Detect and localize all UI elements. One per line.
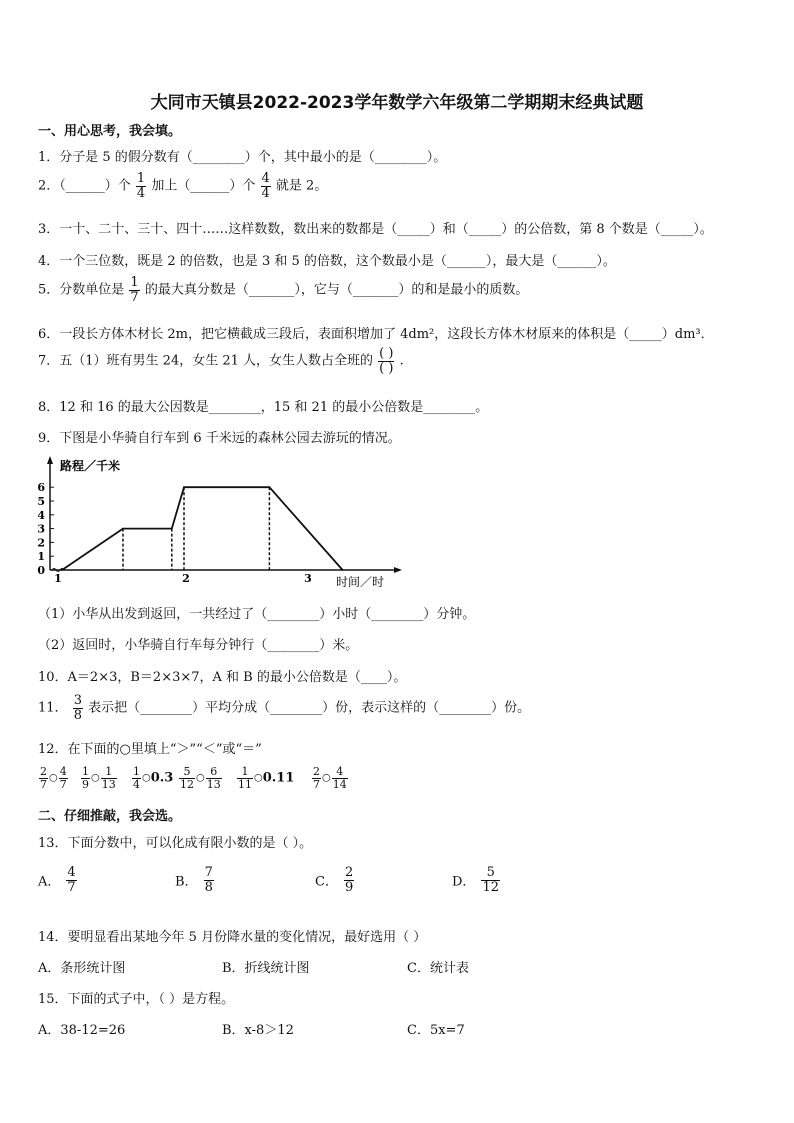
fraction — [81, 766, 90, 790]
fraction — [73, 694, 83, 722]
x-axis-arrow — [394, 567, 402, 573]
denominator: 13 — [101, 777, 116, 791]
numerator: 2 — [344, 865, 354, 880]
q11-text-2: 表示把（________）平均分成（________）份，表示这样的（________）份。 — [88, 700, 531, 716]
q15-option-a: A．38-12=26 — [38, 1023, 126, 1038]
fraction — [129, 276, 139, 304]
numerator: 2 — [313, 765, 320, 778]
page-title: 大同市天镇县2022-2023学年数学六年级第二学期期末经典试题 — [150, 93, 644, 113]
denominator: 7 — [59, 777, 67, 791]
fraction — [179, 766, 195, 790]
data-point — [171, 528, 173, 530]
q13-option[interactable] — [315, 866, 355, 894]
denominator: 8 — [73, 707, 82, 723]
question-9-1: （1）小华从出发到返回，一共经过了（________）小时（________）分钟。 — [38, 607, 476, 622]
numerator: 7 — [204, 865, 213, 880]
q2-text-1: 2．（______）个 — [38, 178, 131, 194]
comparison-item — [80, 766, 118, 790]
numerator: 3 — [73, 693, 82, 708]
numerator: 6 — [206, 766, 222, 779]
series-line — [62, 487, 343, 570]
q13-option[interactable] — [452, 866, 501, 894]
denominator: 4 — [261, 185, 270, 201]
data-point — [61, 569, 63, 571]
question-14: 14．要明显看出某地今年 5 月份降水量的变化情况，最好选用（ ） — [38, 930, 427, 945]
distance-time-chart — [30, 452, 410, 592]
y-tick-label: 6 — [37, 481, 45, 495]
fraction — [206, 766, 222, 790]
question-11 — [38, 694, 530, 722]
denominator: 7 — [40, 777, 47, 791]
numerator: ( ) — [379, 346, 394, 361]
question-5 — [38, 276, 528, 304]
question-12: 12．在下面的○里填上“＞”“＜”或“＝” — [38, 742, 262, 757]
question-8: 8．12 和 16 的最大公因数是________，15 和 21 的最小公倍数是________。 — [38, 400, 489, 415]
denominator: 14 — [332, 777, 347, 791]
question-2 — [38, 172, 327, 200]
numerator: 1 — [82, 765, 89, 778]
question-9: 9．下图是小华骑自行车到 6 千米远的森林公园去游玩的情况。 — [38, 431, 401, 446]
compare-circle[interactable]: ○ — [91, 772, 100, 784]
denominator: 13 — [206, 777, 221, 791]
option-label: B． — [175, 874, 198, 890]
fraction — [101, 766, 117, 790]
question-3: 3．一十、二十、三十、四十……这样数数，数出来的数都是（_____）和（_____）的公倍数，第 8 个数是（_____）。 — [38, 222, 713, 237]
numerator: 1 — [130, 275, 139, 290]
x-axis-label: 时间／时 — [336, 575, 385, 589]
denominator: 4 — [136, 185, 146, 201]
fraction — [132, 766, 141, 790]
data-point — [342, 569, 344, 571]
y-axis-label: 路程／千米 — [60, 459, 121, 473]
fraction — [237, 766, 253, 790]
fraction — [332, 766, 348, 790]
x-tick-label: 1 — [54, 572, 62, 585]
denominator: 7 — [67, 879, 76, 895]
q2-text-3: 就是 2。 — [275, 178, 328, 194]
fraction — [261, 172, 271, 200]
denominator: 12 — [482, 879, 499, 895]
compare-circle[interactable]: ○ — [49, 772, 58, 784]
y-tick-label: 3 — [37, 522, 45, 536]
compare-circle[interactable]: ○ — [322, 772, 331, 784]
numerator: 4 — [261, 171, 270, 186]
comparison-item — [38, 766, 69, 790]
y-tick-label: 5 — [37, 495, 45, 508]
denominator: 7 — [130, 289, 139, 305]
numerator: 2 — [40, 765, 47, 778]
fraction — [136, 172, 146, 200]
q14-option-b: B．折线统计图 — [222, 961, 310, 976]
fraction — [204, 866, 214, 894]
numerator: 4 — [332, 766, 348, 779]
numerator: 1 — [136, 171, 146, 186]
section-heading-1: 一、用心思考，我会填。 — [38, 124, 182, 139]
fraction — [344, 866, 354, 894]
comparison-item — [236, 766, 294, 790]
denominator: 4 — [133, 777, 140, 791]
q14-option-c: C．统计表 — [407, 961, 469, 976]
section-heading-2: 二、仔细推敲，我会选。 — [38, 809, 182, 824]
compare-circle[interactable]: ○ — [142, 772, 151, 784]
q5-text-1: 5．分数单位是 — [38, 282, 125, 298]
question-13: 13．下面分数中，可以化成有限小数的是（ ）。 — [38, 836, 313, 851]
q14-option-a: A．条形统计图 — [38, 961, 126, 976]
fraction — [39, 766, 48, 790]
q13-options — [38, 866, 778, 906]
q2-text-2: 加上（______）个 — [151, 178, 256, 194]
numerator: 1 — [101, 766, 117, 779]
q5-text-2: 的最大真分数是（_______），它与（_______）的和是最小的质数。 — [144, 282, 529, 298]
q15-option-b: B．x-8＞12 — [222, 1023, 294, 1038]
compare-circle[interactable]: ○ — [196, 772, 205, 784]
q13-option[interactable] — [38, 866, 78, 894]
comparison-item — [311, 766, 349, 790]
decimal-value: 0.11 — [262, 770, 295, 786]
y-tick-label: 0 — [37, 564, 45, 577]
question-7 — [38, 347, 404, 375]
numerator: 1 — [237, 766, 253, 779]
y-tick-label: 4 — [37, 508, 45, 522]
question-15: 15．下面的式子中，（ ）是方程。 — [38, 992, 235, 1007]
q13-option[interactable] — [175, 866, 215, 894]
numerator: 4 — [59, 765, 67, 778]
numerator: 5 — [481, 866, 500, 881]
fraction — [66, 866, 76, 894]
x-tick-label: 3 — [304, 572, 312, 585]
chart-plot — [37, 456, 402, 589]
q7-text-1: 7．五（1）班有男生 24，女生 21 人，女生人数占全班的 — [38, 353, 374, 369]
denominator: 11 — [238, 777, 252, 791]
denominator: 12 — [180, 777, 194, 791]
question-10: 10．A＝2×3，B＝2×3×7，A 和 B 的最小公倍数是（____）。 — [38, 670, 407, 685]
option-label: D． — [452, 874, 476, 890]
numerator: 5 — [179, 766, 195, 779]
decimal-value: 0.3 — [150, 770, 174, 786]
denominator: 9 — [82, 777, 89, 791]
q11-text-1: 11． — [38, 700, 68, 716]
data-point — [183, 486, 185, 488]
denominator: 7 — [313, 777, 320, 791]
question-9-2: （2）返回时，小华骑自行车每分钟行（________）米。 — [38, 638, 359, 653]
fraction — [312, 766, 321, 790]
question-1: 1．分子是 5 的假分数有（________）个，其中最小的是（________）。 — [38, 150, 447, 165]
option-label: C． — [315, 874, 338, 890]
x-tick-label: 2 — [182, 572, 190, 585]
denominator: 9 — [344, 879, 354, 895]
question-6: 6．一段长方体木材长 2m，把它横截成三段后，表面积增加了 4dm²，这段长方体木材原来的体积是（_____）dm³． — [38, 327, 714, 342]
y-axis-arrow — [47, 456, 53, 464]
data-point — [269, 486, 271, 488]
numerator: 4 — [67, 865, 76, 880]
denominator: 8 — [204, 879, 213, 895]
data-point — [122, 528, 124, 530]
denominator: ( ) — [379, 360, 394, 376]
y-tick-label: 1 — [37, 550, 45, 564]
compare-circle[interactable]: ○ — [254, 772, 263, 784]
q7-text-2: . — [399, 353, 404, 369]
numerator: 1 — [133, 765, 140, 778]
q15-option-c: C．5x=7 — [407, 1023, 465, 1038]
fraction — [481, 866, 500, 894]
option-label: A． — [38, 874, 61, 890]
question-4: 4．一个三位数，既是 2 的倍数，也是 3 和 5 的倍数，这个数最小是（______），最大是（______）。 — [38, 254, 616, 269]
fraction — [378, 347, 394, 375]
comparison-item — [131, 766, 173, 790]
y-tick-label: 2 — [37, 536, 45, 550]
comparison-item — [178, 766, 223, 790]
fraction — [59, 766, 68, 790]
